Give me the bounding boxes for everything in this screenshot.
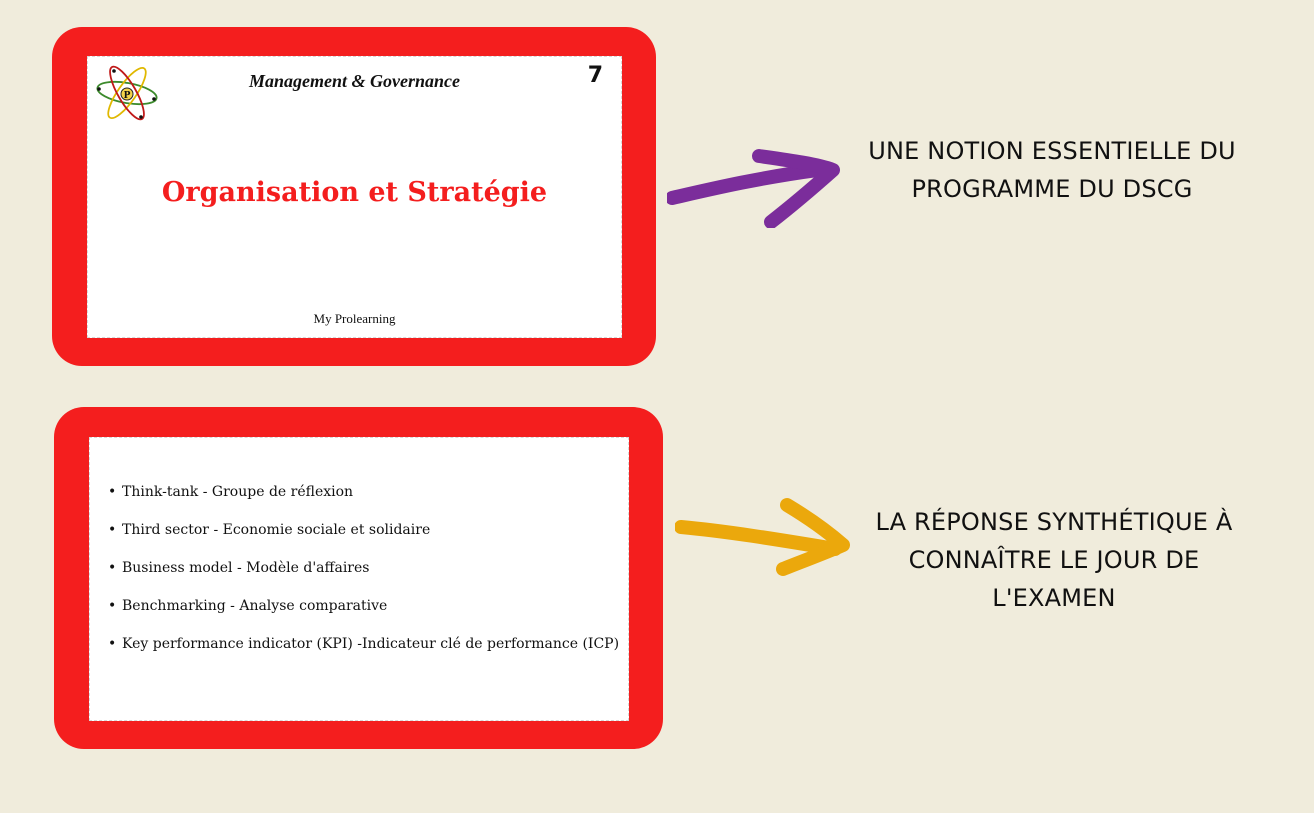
- flashcard-back-face: [89, 437, 629, 721]
- term-list: [108, 482, 622, 672]
- list-item: • Think-tank - Groupe de réflexion: [108, 484, 354, 500]
- arrow-right-icon: [667, 148, 842, 228]
- card-subject: Management & Governance: [249, 71, 460, 91]
- term-text: Key performance indicator (KPI) -Indicateur clé de performance (ICP): [122, 636, 620, 652]
- card-title: Organisation et Stratégie: [161, 177, 548, 208]
- card-footer: My Prolearning: [313, 311, 396, 326]
- flashcard-back: [54, 407, 663, 749]
- arrow-right-icon: [675, 497, 853, 577]
- list-item: • Third sector - Economie sociale et solidaire: [108, 522, 431, 538]
- term-text: Benchmarking - Analyse comparative: [122, 598, 388, 614]
- list-item: • Business model - Modèle d'affaires: [108, 560, 370, 576]
- list-item: • Benchmarking - Analyse comparative: [108, 598, 388, 614]
- caption-synthetic-answer: LA RÉPONSE SYNTHÉTIQUE À CONNAÎTRE LE JOUR DE L'EXAMEN: [875, 508, 1233, 612]
- caption-essential-notion: UNE NOTION ESSENTIELLE DU PROGRAMME DU DSCG: [868, 137, 1236, 203]
- term-text: Business model - Modèle d'affaires: [122, 560, 370, 576]
- list-item: • Key performance indicator (KPI) -Indicateur clé de performance (ICP): [108, 636, 620, 652]
- logo-letter: P: [123, 91, 131, 101]
- card-number: 7: [587, 63, 603, 88]
- flashcard-front: [52, 27, 656, 366]
- term-text: Third sector - Economie sociale et solidaire: [122, 522, 431, 538]
- term-text: Think-tank - Groupe de réflexion: [122, 484, 354, 500]
- flashcard-front-face: [87, 56, 622, 338]
